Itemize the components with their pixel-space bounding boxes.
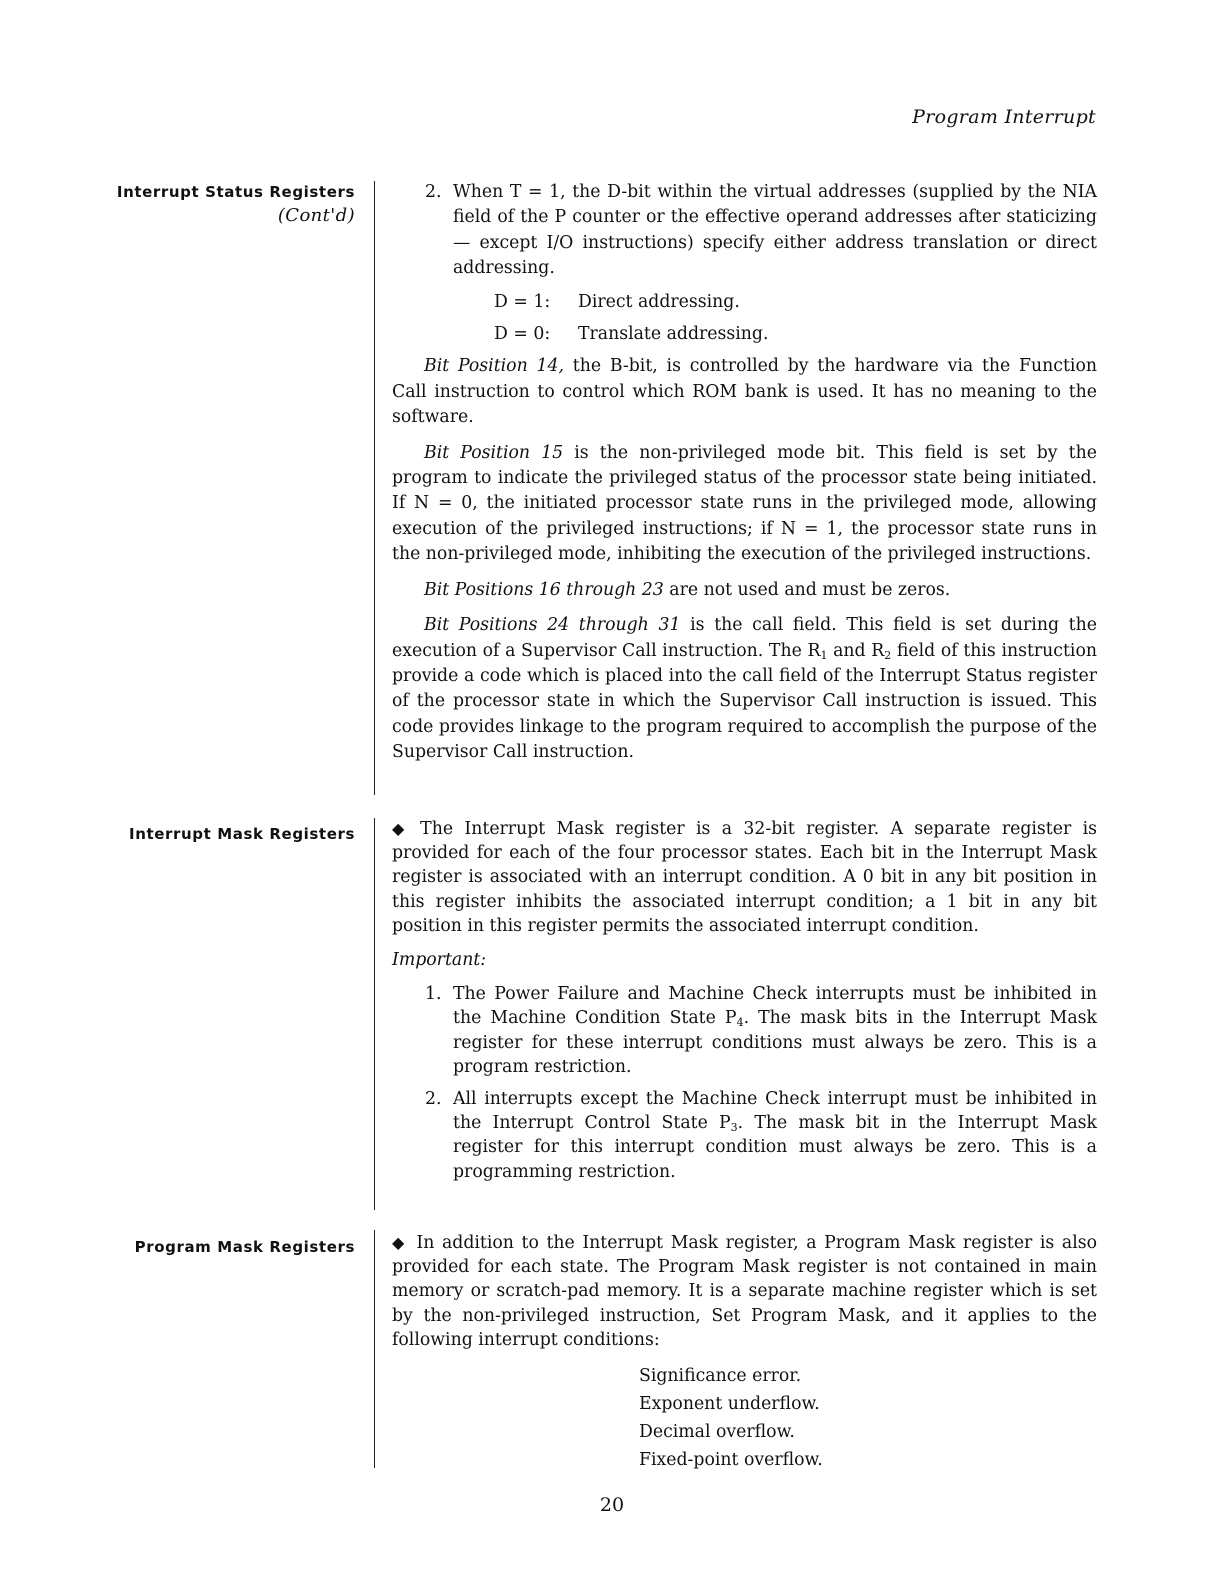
sidebar-heading-mask xyxy=(129,822,355,846)
paragraph-text: The Interrupt Mask register is a 32-bit register. A separate register is provided for each of the four processor states. Each bit in the Interrupt Mask register is associated with an interrupt condition. A 0 bit in any bit position in this register inhibits the associated interrupt condition; a 1 bit in any bit position in this register permits the associated interrupt condition. xyxy=(392,819,1097,936)
subscript: 1 xyxy=(820,648,828,662)
paragraph-text: is the non-privileged mode bit. This field is set by the program to indicate the privileged status of the processor state being initiated. If N = 0, the initiated processor state runs in the privileged mode, allowing execution of the privileged instructions; if N = 1, the processor state runs in the non-privileged mode, inhibiting the execution of the privileged instructions. xyxy=(392,442,1097,565)
condition-item: Decimal overflow. xyxy=(639,1422,795,1443)
equation-rhs: Direct addressing. xyxy=(578,291,740,312)
equation-lhs: D = 0: xyxy=(494,324,551,345)
heading-text: Program Mask Registers xyxy=(134,1238,355,1256)
mask-body xyxy=(392,817,1097,1192)
condition-list xyxy=(392,1362,1097,1474)
item-text: . The mask bits in the Interrupt Mask register for these interrupt conditions must always be zero. This is a program restriction. xyxy=(453,1008,1098,1077)
item-text: All interrupts except the Machine Check interrupt must be inhibited in the Interrupt Control State P xyxy=(453,1089,1097,1134)
equation-line xyxy=(392,322,1097,347)
list-item xyxy=(392,1087,1097,1184)
heading-text: Interrupt Mask Registers xyxy=(129,825,355,843)
bit-label: Bit Positions 16 through 23 xyxy=(424,579,664,600)
paragraph-text: field of this instruction provide a code which is placed into the call field of the Interrupt Status register of the processor state in which the Supervisor Call instruction is issued. This code provides linkage to the program required to accomplish the purpose of the Supervisor Call instruction. xyxy=(392,640,1097,763)
paragraph-text: and R xyxy=(827,640,885,661)
bit-label: Bit Position 14, xyxy=(424,356,564,377)
diamond-bullet-icon: ◆ xyxy=(392,819,411,838)
paragraph-text: the B-bit, is controlled by the hardware via the Function Call instruction to control which ROM bank is used. It has no meaning to the software. xyxy=(392,356,1097,428)
paragraph-bit15 xyxy=(392,441,1097,568)
bit-label: Bit Position 15 xyxy=(424,442,564,463)
equation-line xyxy=(392,290,1097,315)
condition-item: Exponent underflow. xyxy=(639,1394,820,1415)
condition-item: Significance error. xyxy=(639,1366,802,1387)
paragraph-text: is the call field. This field is set during the execution of a Supervisor Call instruction. The R xyxy=(392,615,1097,661)
item-number: 1. xyxy=(425,984,442,1005)
program-body xyxy=(392,1231,1097,1474)
heading-text: Interrupt Status Registers xyxy=(116,183,355,201)
subscript: 3 xyxy=(730,1121,738,1135)
equation-rhs: Translate addressing. xyxy=(578,324,769,345)
status-body xyxy=(392,180,1097,776)
paragraph-text: are not used and must be zeros. xyxy=(669,579,951,600)
list-item xyxy=(392,982,1097,1079)
condition-item: Fixed-point overflow. xyxy=(639,1450,823,1471)
equation-lhs: D = 1: xyxy=(494,291,551,312)
paragraph-mask xyxy=(392,817,1097,938)
important-label: Important: xyxy=(392,950,487,971)
page-number: 20 xyxy=(599,1494,625,1516)
paragraph-bit16 xyxy=(392,578,1097,603)
continued-label: (Cont'd) xyxy=(277,205,355,226)
paragraph-bit24 xyxy=(392,613,1097,765)
subscript: 2 xyxy=(884,648,892,662)
item-text: . The mask bit in the Interrupt Mask register for this interrupt condition must always be zero. This is a programming restriction. xyxy=(453,1113,1097,1182)
paragraph-text: In addition to the Interrupt Mask register, a Program Mask register is also provided for each state. The Program Mask register is not contained in main memory or scratch-pad memory. It is a separate machine register which is set by the non-privileged instruction, Set Program Mask, and it applies to the following interrupt conditions: xyxy=(392,1233,1097,1350)
sidebar-heading-status xyxy=(117,180,355,228)
sidebar-heading-program xyxy=(135,1235,355,1259)
item-text: The Power Failure and Machine Check interrupts must be inhibited in the Machine Condition State P xyxy=(453,984,1097,1029)
paragraph-program xyxy=(392,1231,1097,1352)
column-rule xyxy=(374,818,375,1210)
column-rule xyxy=(374,1230,375,1468)
item-number: 2. xyxy=(425,182,442,202)
subscript: 4 xyxy=(736,1016,744,1030)
running-head: Program Interrupt xyxy=(912,106,1096,128)
diamond-bullet-icon: ◆ xyxy=(392,1233,407,1252)
paragraph-bit14 xyxy=(392,354,1097,430)
item-number: 2. xyxy=(425,1089,442,1110)
column-rule xyxy=(374,181,375,795)
item-text: When T = 1, the D-bit within the virtual addresses (supplied by the NIA field of the P counter or the effective operand addresses after staticizing — except I/O instructions) specify either address translation or direct addressing. xyxy=(453,182,1097,279)
list-item xyxy=(392,180,1097,282)
bit-label: Bit Positions 24 through 31 xyxy=(424,615,681,636)
